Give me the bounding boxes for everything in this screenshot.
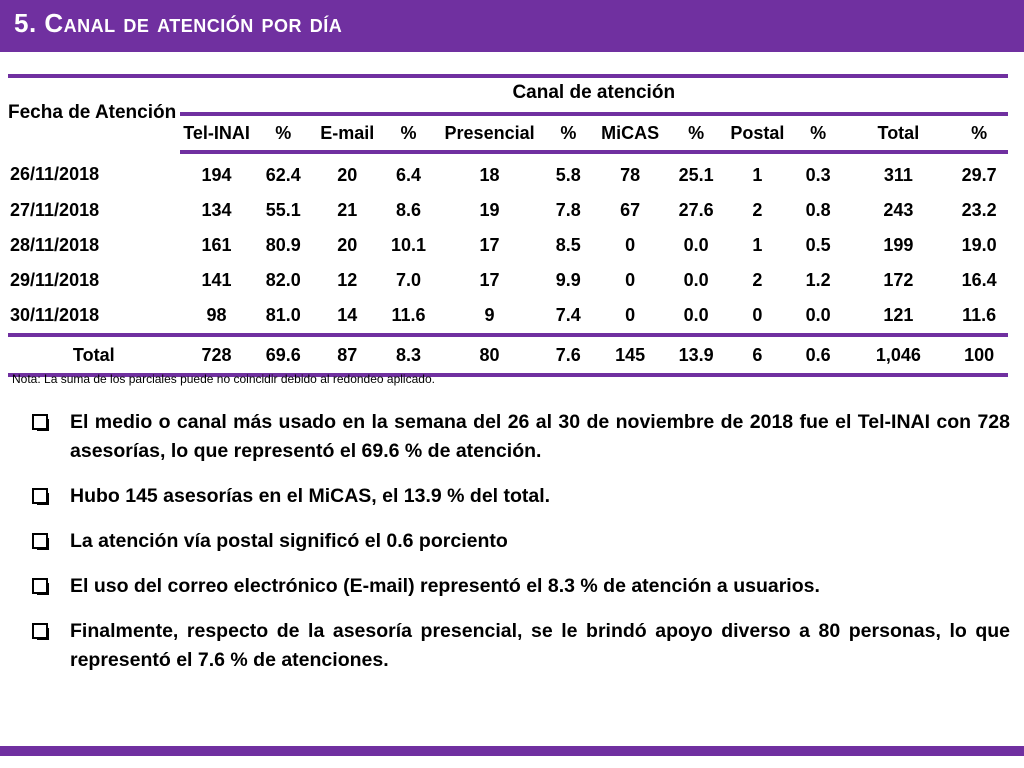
table-cell: 0	[752, 305, 763, 325]
total-cell: 87	[313, 335, 382, 375]
attention-table-wrapper	[8, 74, 1008, 377]
column-header: Total	[846, 114, 950, 152]
date-cell: 30/11/2018	[10, 305, 100, 325]
total-row	[8, 335, 1008, 375]
table-cell: 9	[484, 305, 495, 325]
table-cell: 311	[883, 165, 913, 185]
table-cell: 194	[201, 165, 232, 185]
date-cell: 28/11/2018	[10, 235, 100, 255]
row-header: Fecha de Atención	[8, 102, 177, 123]
bullet-list	[30, 408, 1010, 691]
table-cell: 2	[752, 270, 763, 290]
table-cell: 7.0	[396, 270, 422, 290]
total-cell: 13.9	[667, 335, 725, 375]
column-header: MiCAS	[593, 114, 667, 152]
table-cell: 0	[625, 270, 636, 290]
table-cell: 8.6	[396, 200, 422, 220]
table-cell: 17	[479, 270, 500, 290]
total-cell: 6	[725, 335, 790, 375]
total-cell: 728	[180, 335, 254, 375]
table-cell: 121	[883, 305, 914, 325]
column-header: E-mail	[313, 114, 382, 152]
total-cell: 7.6	[544, 335, 593, 375]
total-cell: 1,046	[846, 335, 950, 375]
total-cell: 8.3	[382, 335, 436, 375]
column-header: %	[382, 114, 436, 152]
group-header: Canal de atención	[180, 74, 1008, 114]
total-label: Total	[8, 335, 180, 375]
table-cell: 134	[201, 200, 232, 220]
table-cell: 80.9	[265, 235, 301, 255]
bullet-text: El uso del correo electrónico (E-mail) representó el 8.3 % de atención a usuarios.	[70, 575, 820, 597]
column-header: %	[667, 114, 725, 152]
column-header: Presencial	[436, 114, 544, 152]
table-cell: 161	[201, 235, 232, 255]
table-top-rule	[8, 74, 1008, 78]
bullet-item	[30, 408, 1010, 466]
table-cell: 141	[201, 270, 232, 290]
table-cell: 0.0	[683, 235, 709, 255]
table-cell: 67	[620, 200, 641, 220]
table-cell: 19	[479, 200, 500, 220]
table-cell: 10.1	[390, 235, 427, 255]
table-cell: 18	[479, 165, 500, 185]
total-cell: 0.6	[790, 335, 847, 375]
table-cell: 78	[620, 165, 641, 185]
bullet-item	[30, 482, 1010, 511]
table-cell: 1	[752, 165, 763, 185]
table-cell: 0.3	[805, 165, 831, 185]
table-cell: 199	[883, 235, 914, 255]
table-cell: 7.4	[555, 305, 581, 325]
table-cell: 11.6	[962, 305, 997, 325]
date-cell: 29/11/2018	[10, 270, 100, 290]
page-title: 5. Canal de atención por día	[14, 8, 343, 38]
table-cell: 172	[883, 270, 914, 290]
table-cell: 1.2	[805, 270, 831, 290]
bullet-item	[30, 527, 1010, 556]
table-cell: 1	[752, 235, 763, 255]
table-cell: 12	[337, 270, 358, 290]
total-cell: 100	[950, 335, 1008, 375]
table-cell: 23.2	[961, 200, 997, 220]
table-cell: 55.1	[265, 200, 301, 220]
column-header: Postal	[725, 114, 790, 152]
date-cell: 26/11/2018	[10, 164, 100, 184]
table-row	[8, 193, 1008, 228]
table-cell: 7.8	[555, 200, 581, 220]
date-cell: 27/11/2018	[10, 200, 100, 220]
footer-bar	[0, 746, 1024, 756]
column-header: %	[254, 114, 313, 152]
table-cell: 20	[337, 235, 358, 255]
table-row	[8, 228, 1008, 263]
total-cell: 69.6	[254, 335, 313, 375]
bullet-item	[30, 617, 1010, 675]
table-cell: 0.0	[805, 305, 831, 325]
table-row	[8, 152, 1008, 193]
table-cell: 98	[206, 305, 227, 325]
table-cell: 29.7	[961, 165, 997, 185]
table-cell: 11.6	[391, 305, 426, 325]
bullet-text: El medio o canal más usado en la semana del 26 al 30 de noviembre de 2018 fue el Tel-INAI con 728 asesorías, lo que representó el 69.6 % de atención.	[70, 411, 1010, 462]
table-cell: 5.8	[555, 165, 581, 185]
table-cell: 8.5	[555, 235, 581, 255]
table-cell: 2	[752, 200, 763, 220]
bullet-text: Finalmente, respecto de la asesoría presencial, se le brindó apoyo diverso a 80 personas, lo que representó el 7.6 % de atenciones.	[70, 620, 1010, 671]
column-header: %	[544, 114, 593, 152]
table-cell: 9.9	[555, 270, 581, 290]
bullet-item	[30, 572, 1010, 601]
table-cell: 19.0	[961, 235, 997, 255]
column-header: Tel-INAI	[180, 114, 254, 152]
table-cell: 16.4	[961, 270, 997, 290]
checkbox-bullet-icon	[32, 578, 48, 594]
table-cell: 243	[883, 200, 914, 220]
table-cell: 25.1	[678, 165, 714, 185]
table-cell: 0.0	[683, 270, 709, 290]
attention-table	[8, 74, 1008, 377]
table-cell: 82.0	[265, 270, 301, 290]
table-cell: 27.6	[678, 200, 714, 220]
bullet-text: Hubo 145 asesorías en el MiCAS, el 13.9 % del total.	[70, 485, 551, 507]
footnote: Nota: La suma de los parciales puede no coincidir debido al redondeo aplicado.	[12, 372, 435, 386]
table-body	[8, 152, 1008, 375]
column-header: %	[950, 114, 1008, 152]
table-cell: 20	[337, 165, 358, 185]
table-cell: 6.4	[396, 165, 422, 185]
table-cell: 21	[337, 200, 358, 220]
total-cell: 80	[436, 335, 544, 375]
total-cell: 145	[593, 335, 667, 375]
table-cell: 17	[479, 235, 500, 255]
table-cell: 0	[625, 305, 636, 325]
column-header: %	[790, 114, 847, 152]
table-row	[8, 263, 1008, 298]
bullet-text: La atención vía postal significó el 0.6 porciento	[70, 530, 508, 552]
table-cell: 81.0	[265, 305, 301, 325]
table-cell: 0	[625, 235, 636, 255]
table-cell: 0.0	[683, 305, 709, 325]
table-cell: 14	[337, 305, 358, 325]
checkbox-bullet-icon	[32, 414, 48, 430]
table-cell: 62.4	[265, 165, 301, 185]
checkbox-bullet-icon	[32, 623, 48, 639]
table-row	[8, 298, 1008, 335]
checkbox-bullet-icon	[32, 533, 48, 549]
table-cell: 0.8	[805, 200, 831, 220]
table-cell: 0.5	[805, 235, 831, 255]
checkbox-bullet-icon	[32, 488, 48, 504]
